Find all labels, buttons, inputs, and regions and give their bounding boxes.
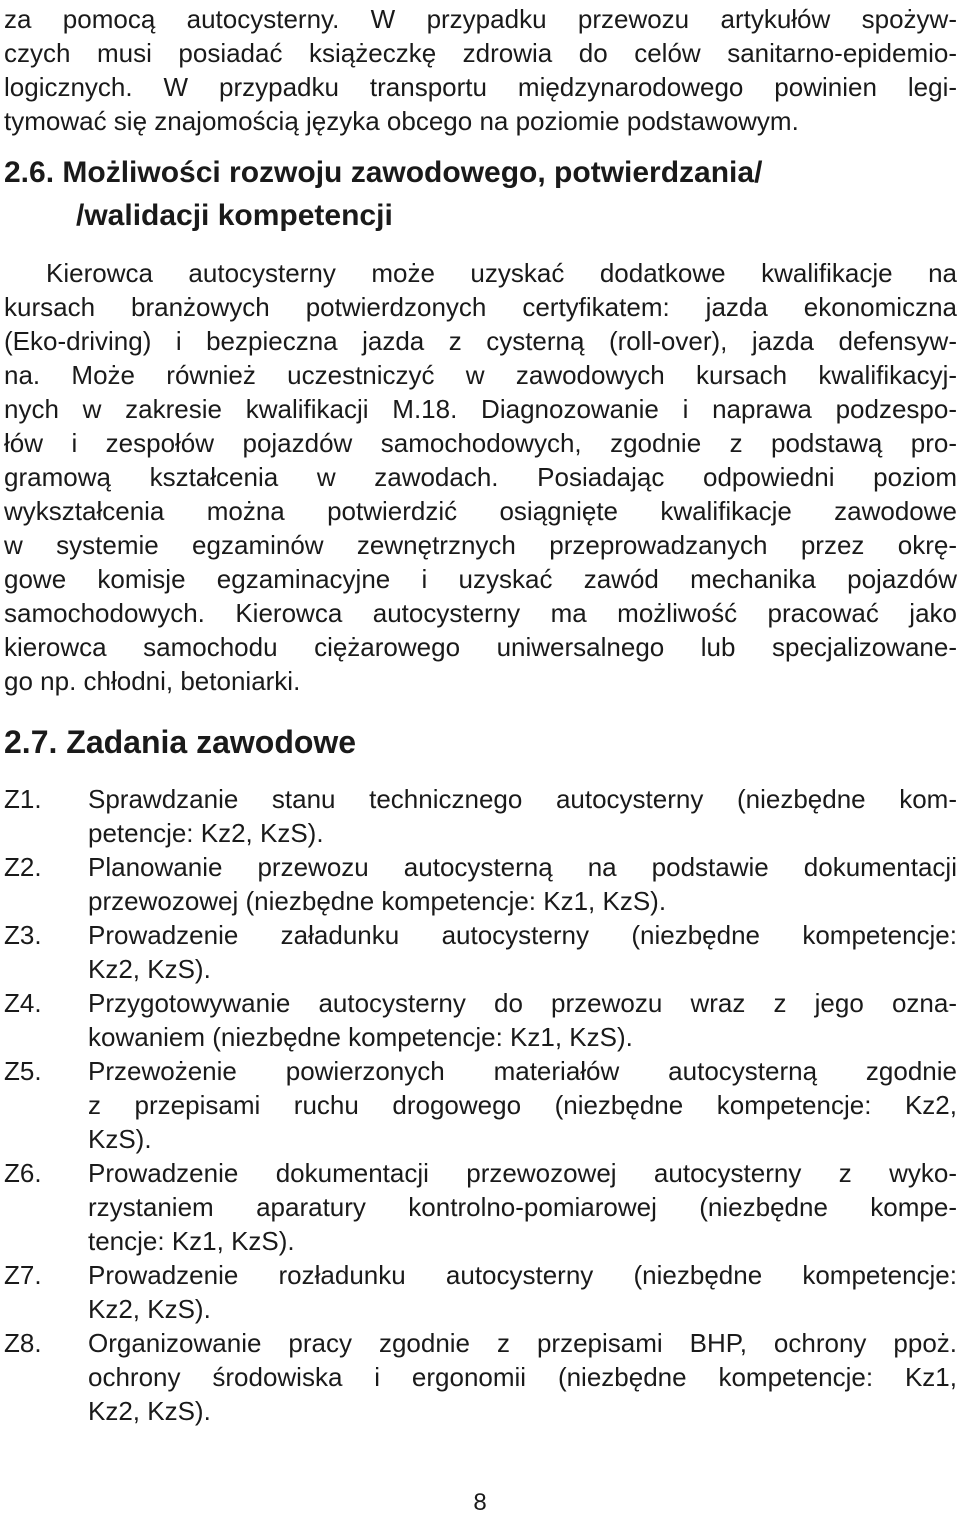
task-line: kowaniem (niezbędne kompetencje: Kz1, KzS). xyxy=(88,1022,633,1052)
task-number: Z1. xyxy=(4,784,42,814)
intro-line: tymować się znajomością języka obcego na poziomie podstawowym. xyxy=(4,106,799,136)
task-line: Prowadzenie rozładunku autocysterny (niezbędne kompetencje: xyxy=(88,1260,957,1290)
task-line: tencje: Kz1, KzS). xyxy=(88,1226,295,1256)
task-number: Z6. xyxy=(4,1158,42,1188)
task-line: przewozowej (niezbędne kompetencje: Kz1, KzS). xyxy=(88,886,667,916)
paragraph-line: samochodowych. Kierowca autocysterny ma możliwość pracować jako xyxy=(4,598,957,628)
paragraph-line: nych w zakresie kwalifikacji M.18. Diagnozowanie i naprawa podzespo- xyxy=(4,394,957,424)
task-line: Organizowanie pracy zgodnie z przepisami BHP, ochrony ppoż. xyxy=(88,1328,957,1358)
task-line: Kz2, KzS). xyxy=(88,1294,211,1324)
task-number: Z7. xyxy=(4,1260,42,1290)
task-line: Prowadzenie załadunku autocysterny (niezbędne kompetencje: xyxy=(88,920,957,950)
task-line: Sprawdzanie stanu technicznego autocysterny (niezbędne kom- xyxy=(88,784,957,814)
task-number: Z4. xyxy=(4,988,42,1018)
task-number: Z2. xyxy=(4,852,42,882)
section-2-7-heading: 2.7. Zadania zawodowe xyxy=(4,724,357,760)
task-line: KzS). xyxy=(88,1124,152,1154)
paragraph-line: gramową kształcenia w zawodach. Posiadając odpowiedni poziom xyxy=(4,462,957,492)
page-number: 8 xyxy=(473,1489,487,1516)
section-heading-line: /walidacji kompetencji xyxy=(76,199,393,232)
paragraph-line: łów i zespołów pojazdów samochodowych, zgodnie z podstawą pro- xyxy=(4,428,957,458)
paragraph-line: gowe komisje egzaminacyjne i uzyskać zawód mechanika pojazdów xyxy=(4,564,957,594)
task-line: Kz2, KzS). xyxy=(88,1396,211,1426)
paragraph-line: kierowca samochodu ciężarowego uniwersalnego lub specjalizowane- xyxy=(4,632,957,662)
intro-line: logicznych. W przypadku transportu międzynarodowego powinien legi- xyxy=(4,72,957,102)
intro-line: czych musi posiadać książeczkę zdrowia do celów sanitarno-epidemio- xyxy=(4,38,957,68)
task-line: Kz2, KzS). xyxy=(88,954,211,984)
task-line: ochrony środowiska i ergonomii (niezbędne kompetencje: Kz1, xyxy=(88,1362,957,1392)
task-line: Przewożenie powierzonych materiałów autocysterną zgodnie xyxy=(88,1056,957,1086)
task-line: Prowadzenie dokumentacji przewozowej autocysterny z wyko- xyxy=(88,1158,957,1188)
intro-line: za pomocą autocysterny. W przypadku przewozu artykułów spożyw- xyxy=(4,4,957,34)
task-line: Planowanie przewozu autocysterną na podstawie dokumentacji xyxy=(88,852,957,882)
paragraph-line: (Eko-driving) i bezpieczna jazda z cysterną (roll-over), jazda defensyw- xyxy=(4,326,957,356)
paragraph-line: w systemie egzaminów zewnętrznych przeprowadzanych przez okrę- xyxy=(4,530,957,560)
paragraph-line: go np. chłodni, betoniarki. xyxy=(4,666,301,696)
task-line: rzystaniem aparatury kontrolno-pomiarowej (niezbędne kompe- xyxy=(88,1192,957,1222)
paragraph-line: kursach branżowych potwierdzonych certyfikatem: jazda ekonomiczna xyxy=(4,292,957,322)
task-number: Z3. xyxy=(4,920,42,950)
task-line: petencje: Kz2, KzS). xyxy=(88,818,324,848)
paragraph-line: wykształcenia można potwierdzić osiągnięte kwalifikacje zawodowe xyxy=(4,496,957,526)
paragraph-line: na. Może również uczestniczyć w zawodowych kursach kwalifikacyj- xyxy=(4,360,957,390)
section-heading-line: 2.6. Możliwości rozwoju zawodowego, potwierdzania/ xyxy=(4,156,763,189)
task-number: Z8. xyxy=(4,1328,42,1358)
task-line: z przepisami ruchu drogowego (niezbędne kompetencje: Kz2, xyxy=(88,1090,957,1120)
paragraph-line: Kierowca autocysterny może uzyskać dodatkowe kwalifikacje na xyxy=(46,258,957,288)
task-line: Przygotowywanie autocysterny do przewozu wraz z jego ozna- xyxy=(88,988,957,1018)
task-number: Z5. xyxy=(4,1056,42,1086)
